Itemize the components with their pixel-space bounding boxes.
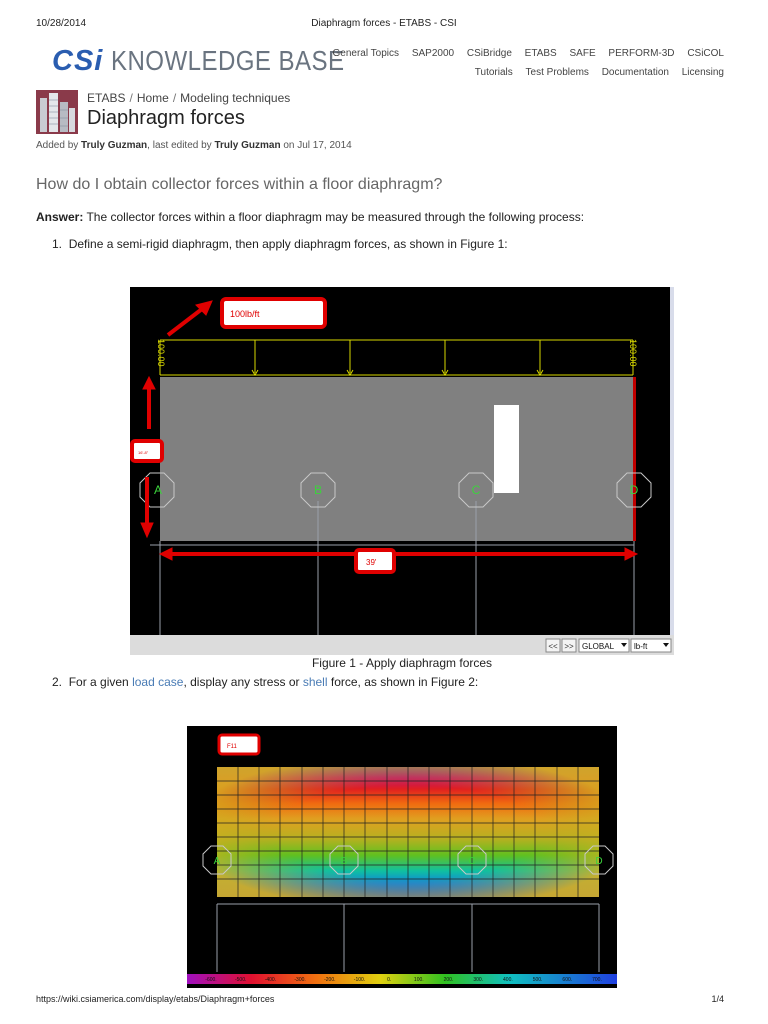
nav-row-1 — [323, 44, 725, 63]
figure-1-caption: Figure 1 - Apply diaphragm forces — [311, 656, 493, 670]
legend-tick-label: 500. — [532, 977, 543, 983]
byline-suffix: on Jul 17, 2014 — [283, 140, 352, 151]
legend-tick-label: -200. — [324, 977, 336, 983]
legend-tick-label: 0. — [387, 977, 392, 983]
nav-perform-3d[interactable]: PERFORM-3D — [608, 48, 675, 59]
contour-legend-bar — [187, 974, 617, 984]
grid-label-d: D — [629, 483, 639, 497]
load-callout-text: 100lb/ft — [230, 309, 260, 319]
step-text-pre: For a given — [68, 675, 129, 689]
byline-middle: , last edited by — [147, 140, 212, 151]
breadcrumb-home[interactable]: Home — [136, 91, 169, 105]
nav-documentation[interactable]: Documentation — [601, 67, 669, 78]
figure-1-screenshot — [130, 287, 674, 655]
breadcrumb-separator: / — [129, 91, 133, 105]
print-date: 10/28/2014 — [36, 18, 87, 29]
grid-label-c: C — [468, 856, 476, 867]
step-number: 1. — [52, 237, 63, 251]
nav-csibridge[interactable]: CSiBridge — [466, 48, 512, 59]
grid-label-a: A — [213, 856, 221, 867]
byline-prefix: Added by — [36, 140, 79, 151]
answer-paragraph — [36, 210, 584, 224]
grid-label-b: B — [340, 856, 348, 867]
print-title: Diaphragm forces - ETABS - CSI — [311, 18, 457, 29]
legend-tick-label: 300. — [473, 977, 484, 983]
legend-tick-label: 200. — [443, 977, 454, 983]
legend-tick-label: -600. — [205, 977, 217, 983]
top-navigation — [323, 44, 725, 82]
legend-tick-label: -500. — [234, 977, 247, 983]
logo-text: KNOWLEDGE BASE — [111, 45, 345, 76]
right-load-value: 100.00 — [628, 339, 638, 367]
legend-tick-label: 100. — [413, 977, 424, 983]
shell-link[interactable]: shell — [302, 675, 328, 689]
answer-label: Answer: — [36, 210, 84, 224]
byline-author[interactable]: Truly Guzman — [81, 140, 148, 151]
answer-text: The collector forces within a floor diaphragm may be measured through the following process: — [86, 210, 585, 224]
grid-label-b: B — [313, 483, 323, 497]
step-text-post: force, as shown in Figure 2: — [330, 675, 479, 689]
space-icon — [36, 90, 78, 134]
load-case-link[interactable]: load case — [132, 675, 184, 689]
units-value: lb-ft — [634, 642, 648, 651]
legend-tick-label: 700. — [592, 977, 602, 983]
nav-test-problems[interactable]: Test Problems — [525, 67, 589, 78]
status-prev-label: << — [548, 642, 558, 651]
nav-etabs[interactable]: ETABS — [524, 48, 557, 59]
grid-label-a: A — [153, 483, 163, 497]
grid-label-d: D — [595, 856, 603, 867]
height-callout-text: 16'-8" — [138, 450, 149, 455]
legend-tick-label: 400. — [503, 977, 513, 983]
breadcrumb-modeling-techniques[interactable]: Modeling techniques — [180, 91, 291, 105]
step-text: Define a semi-rigid diaphragm, then apply diaphragm forces, as shown in Figure 1: — [68, 237, 508, 251]
nav-csicol[interactable]: CSiCOL — [687, 48, 724, 59]
nav-licensing[interactable]: Licensing — [681, 67, 724, 78]
legend-tick-label: -100. — [353, 977, 366, 983]
step-number: 2. — [52, 675, 63, 689]
page-title: Diaphragm forces — [87, 107, 245, 129]
coord-system-value: GLOBAL — [582, 642, 615, 651]
grid-label-c: C — [471, 483, 481, 497]
breadcrumb-etabs[interactable]: ETABS — [87, 91, 126, 105]
legend-tick-label: -300. — [294, 977, 306, 983]
byline — [36, 140, 352, 151]
nav-tutorials[interactable]: Tutorials — [474, 67, 513, 78]
print-page-number: 1/4 — [711, 994, 724, 1004]
step-2 — [52, 675, 478, 689]
byline-editor[interactable]: Truly Guzman — [214, 140, 281, 151]
figure-2-screenshot — [187, 726, 617, 988]
nav-safe[interactable]: SAFE — [569, 48, 596, 59]
legend-tick-label: -400. — [264, 977, 277, 983]
nav-general-topics[interactable]: General Topics — [332, 48, 400, 59]
step-text-mid: , display any stress or — [183, 675, 300, 689]
question-heading: How do I obtain collector forces within a floor diaphragm? — [36, 176, 443, 193]
component-callout-box — [219, 735, 259, 754]
logo-mark: CSi — [52, 44, 104, 77]
legend-tick-label: 600. — [562, 977, 573, 983]
status-next-label: >> — [564, 642, 574, 651]
print-url: https://wiki.csiamerica.com/display/etabs/Diaphragm+forces — [36, 994, 275, 1004]
width-callout-text: 39' — [366, 558, 377, 567]
component-callout-text: F11 — [227, 744, 237, 750]
nav-sap2000[interactable]: SAP2000 — [411, 48, 455, 59]
breadcrumb-separator: / — [172, 91, 177, 105]
nav-row-2 — [323, 63, 725, 82]
breadcrumb — [87, 91, 290, 105]
step-1 — [52, 237, 508, 251]
left-load-value: 100.00 — [156, 339, 166, 367]
